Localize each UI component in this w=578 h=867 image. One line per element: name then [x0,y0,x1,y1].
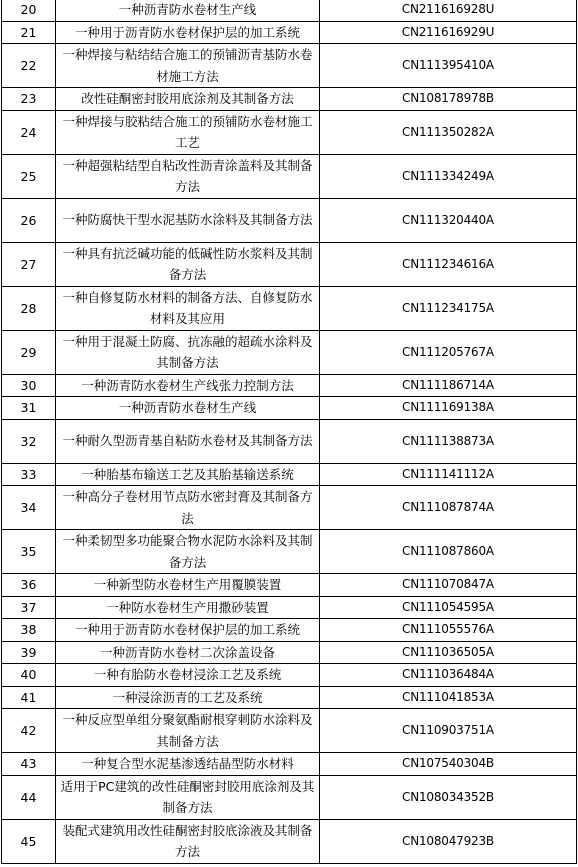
table-row [2,619,577,642]
table-row [2,21,577,44]
patent-number: CN111350282A [320,110,577,154]
patent-title: 一种自修复防水材料的制备方法、自修复防水材料及其应用 [56,286,320,330]
patent-title: 一种有胎防水卷材浸涂工艺及系统 [56,664,320,687]
patent-title: 一种焊接与胶粘结合施工的预铺防水卷材施工工艺 [56,110,320,154]
row-number: 35 [2,530,56,574]
table-row [2,486,577,530]
patent-title: 一种沥青防水卷材生产线 [56,397,320,420]
patent-number: CN111036484A [320,664,577,687]
row-number: 41 [2,686,56,709]
table-row [2,641,577,664]
patent-number: CN111041853A [320,686,577,709]
row-number: 22 [2,44,56,88]
patent-title: 一种柔韧型多功能聚合物水泥防水涂料及其制备方法 [56,530,320,574]
patent-title: 一种超强粘结型自粘改性沥青涂盖料及其制备方法 [56,154,320,198]
patent-title: 一种沥青防水卷材二次涂盖设备 [56,641,320,664]
table-row [2,775,577,819]
patent-title: 一种高分子卷材用节点防水密封膏及其制备方法 [56,486,320,530]
patent-number: CN108178978B [320,88,577,111]
table-row [2,574,577,597]
table-row [2,110,577,154]
table-row [2,154,577,198]
table-row [2,530,577,574]
patent-title: 一种新型防水卷材生产用覆膜装置 [56,574,320,597]
table-row [2,596,577,619]
patent-number: CN111087874A [320,486,577,530]
patent-number: CN111234175A [320,286,577,330]
table-row [2,664,577,687]
patent-number: CN111205767A [320,330,577,374]
row-number: 33 [2,463,56,486]
patent-number: CN111087860A [320,530,577,574]
row-number: 36 [2,574,56,597]
table-row [2,419,577,463]
row-number: 30 [2,374,56,397]
patent-number: CN111070847A [320,574,577,597]
row-number: 44 [2,775,56,819]
table-row [2,88,577,111]
patent-table-body [2,0,577,863]
patent-title: 一种沥青防水卷材生产线张力控制方法 [56,374,320,397]
patent-number: CN111138873A [320,419,577,463]
patent-number: CN111186714A [320,374,577,397]
patent-number: CN108034352B [320,775,577,819]
row-number: 20 [2,0,56,21]
table-row [2,397,577,420]
patent-title: 一种具有抗泛碱功能的低碱性防水浆料及其制备方法 [56,242,320,286]
row-number: 38 [2,619,56,642]
row-number: 24 [2,110,56,154]
row-number: 34 [2,486,56,530]
patent-title: 一种防腐快干型水泥基防水涂料及其制备方法 [56,198,320,242]
patent-number: CN111334249A [320,154,577,198]
patent-title: 装配式建筑用改性硅酮密封胶底涂液及其制备方法 [56,819,320,863]
table-row [2,286,577,330]
patent-number: CN108047923B [320,819,577,863]
row-number: 37 [2,596,56,619]
patent-number: CN107540304B [320,753,577,776]
table-row [2,463,577,486]
patent-title: 一种沥青防水卷材生产线 [56,0,320,21]
row-number: 28 [2,286,56,330]
patent-number: CN110903751A [320,709,577,753]
patent-title: 一种焊接与粘结结合施工的预铺沥青基防水卷材施工方法 [56,44,320,88]
row-number: 43 [2,753,56,776]
patent-number: CN111054595A [320,596,577,619]
table-row [2,198,577,242]
table-row [2,709,577,753]
table-row [2,330,577,374]
row-number: 32 [2,419,56,463]
patent-title: 一种耐久型沥青基自粘防水卷材及其制备方法 [56,419,320,463]
table-row [2,0,577,21]
patent-title: 一种胎基布输送工艺及其胎基输送系统 [56,463,320,486]
row-number: 40 [2,664,56,687]
patent-number: CN111234616A [320,242,577,286]
row-number: 27 [2,242,56,286]
row-number: 26 [2,198,56,242]
row-number: 21 [2,21,56,44]
patent-number: CN111395410A [320,44,577,88]
patent-title: 一种用于混凝土防腐、抗冻融的超疏水涂料及其制备方法 [56,330,320,374]
patent-table [1,0,577,864]
patent-number: CN111141112A [320,463,577,486]
patent-title: 一种用于沥青防水卷材保护层的加工系统 [56,21,320,44]
patent-number: CN111055576A [320,619,577,642]
patent-title: 一种反应型单组分聚氨酯耐根穿刺防水涂料及其制备方法 [56,709,320,753]
row-number: 39 [2,641,56,664]
patent-number: CN111320440A [320,198,577,242]
patent-number: CN211616928U [320,0,577,21]
patent-number: CN111036505A [320,641,577,664]
patent-title: 改性硅酮密封胶用底涂剂及其制备方法 [56,88,320,111]
table-row [2,753,577,776]
patent-title: 一种浸涂沥青的工艺及系统 [56,686,320,709]
row-number: 31 [2,397,56,420]
row-number: 45 [2,819,56,863]
patent-title: 一种复合型水泥基渗透结晶型防水材料 [56,753,320,776]
patent-title: 一种用于沥青防水卷材保护层的加工系统 [56,619,320,642]
patent-number: CN111169138A [320,397,577,420]
row-number: 25 [2,154,56,198]
table-row [2,686,577,709]
patent-title: 一种防水卷材生产用撒砂装置 [56,596,320,619]
patent-title: 适用于PC建筑的改性硅酮密封胶用底涂剂及其制备方法 [56,775,320,819]
table-row [2,242,577,286]
row-number: 23 [2,88,56,111]
patent-number: CN211616929U [320,21,577,44]
row-number: 29 [2,330,56,374]
table-row [2,374,577,397]
table-row [2,819,577,863]
table-row [2,44,577,88]
row-number: 42 [2,709,56,753]
